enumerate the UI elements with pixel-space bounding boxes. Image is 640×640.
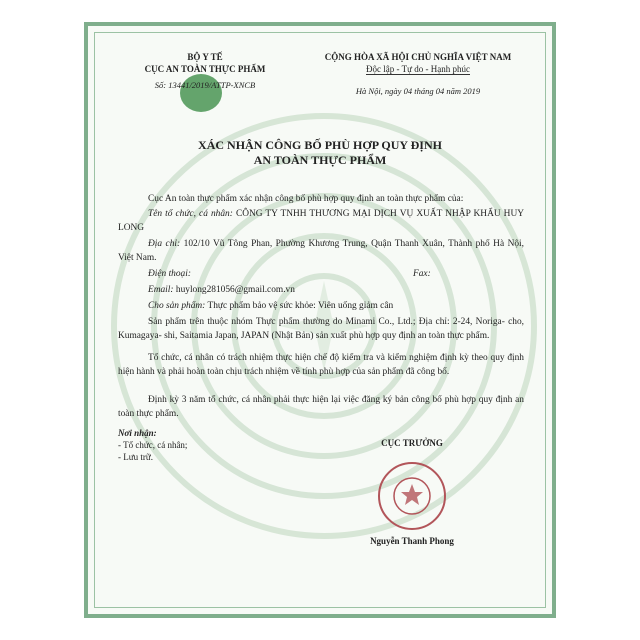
motto <box>298 64 538 74</box>
address-field <box>118 238 524 265</box>
signer-title: CỤC TRƯỞNG <box>381 438 443 448</box>
email-field <box>118 284 524 298</box>
recipients-label: Nơi nhận: <box>118 428 157 438</box>
ministry-name: BỘ Y TẾ <box>187 52 223 62</box>
product-field <box>118 300 524 314</box>
product-value: Thực phẩm bảo vệ sức khỏe: Viên uống giảm cân <box>207 301 394 311</box>
phone-field <box>118 268 524 282</box>
organization-label: Tên tổ chức, cá nhân: <box>148 209 233 219</box>
product-label: Cho sản phẩm: <box>148 301 206 311</box>
fax-label: Fax: <box>413 269 431 279</box>
address-label: Địa chỉ: <box>148 239 181 249</box>
recipient-item: - Tổ chức, cá nhân; <box>118 440 188 450</box>
issue-date: Hà Nội, ngày 04 tháng 04 năm 2019 <box>355 86 481 96</box>
recipient-item: - Lưu trữ. <box>118 452 153 462</box>
department-name: CỤC AN TOÀN THỰC PHẨM <box>144 64 266 74</box>
intro-text: Cục An toàn thực phẩm xác nhận công bố phù hợp quy định an toàn thực phẩm của: <box>148 194 464 204</box>
organization-value: CÔNG TY TNHH THƯƠNG MẠI DỊCH VỤ XUẤT NHẬP KHẨU HUY LONG <box>118 209 524 233</box>
responsibility-paragraph: Tổ chức, cá nhân có trách nhiệm thực hiện chế độ kiểm tra và kiểm nghiệm định kỳ theo quy định hiện hành và phải hoàn toàn chịu trách nhiệm về tính phù hợp của sản phẩm đã công bố. <box>118 353 524 377</box>
motto-text: Độc lập - Tự do - Hạnh phúc <box>366 64 470 74</box>
document-title-line2: AN TOÀN THỰC PHẨM <box>253 153 387 167</box>
document-title-line1: XÁC NHẬN CÔNG BỐ PHÙ HỢP QUY ĐỊNH <box>198 138 442 152</box>
email-label: Email: <box>148 285 174 295</box>
emblem-icon <box>380 464 444 528</box>
signer-name: Nguyễn Thanh Phong <box>370 536 454 546</box>
manufacturer-paragraph: Sản phẩm trên thuộc nhóm Thực phẩm thường do Minami Co., Ltd.; Địa chỉ: 2-24, Noriga- cho, Kumagaya- shi, Saitamia Japan, JAPAN (Nhật Bản) sản xuất phù hợp quy định an toàn thực phẩm. <box>118 317 524 341</box>
address-value: 102/10 Vũ Tông Phan, Phường Khương Trung, Quận Thanh Xuân, Thành phố Hà Nội, Việt Nam. <box>118 239 525 263</box>
email-value: huylong281056@gmail.com.vn <box>175 285 295 295</box>
nation-title: CỘNG HÒA XÃ HỘI CHỦ NGHĨA VIỆT NAM <box>324 52 512 62</box>
renewal-paragraph: Định kỳ 3 năm tổ chức, cá nhân phải thực hiện lại việc đăng ký bản công bố phù hợp quy định an toàn thực phẩm. <box>118 395 524 419</box>
document-number: Số: 13441/2019/ATTP-XNCB <box>154 80 256 90</box>
organization-field <box>118 208 524 235</box>
phone-label: Điện thoại: <box>148 269 191 279</box>
official-seal <box>378 462 446 530</box>
